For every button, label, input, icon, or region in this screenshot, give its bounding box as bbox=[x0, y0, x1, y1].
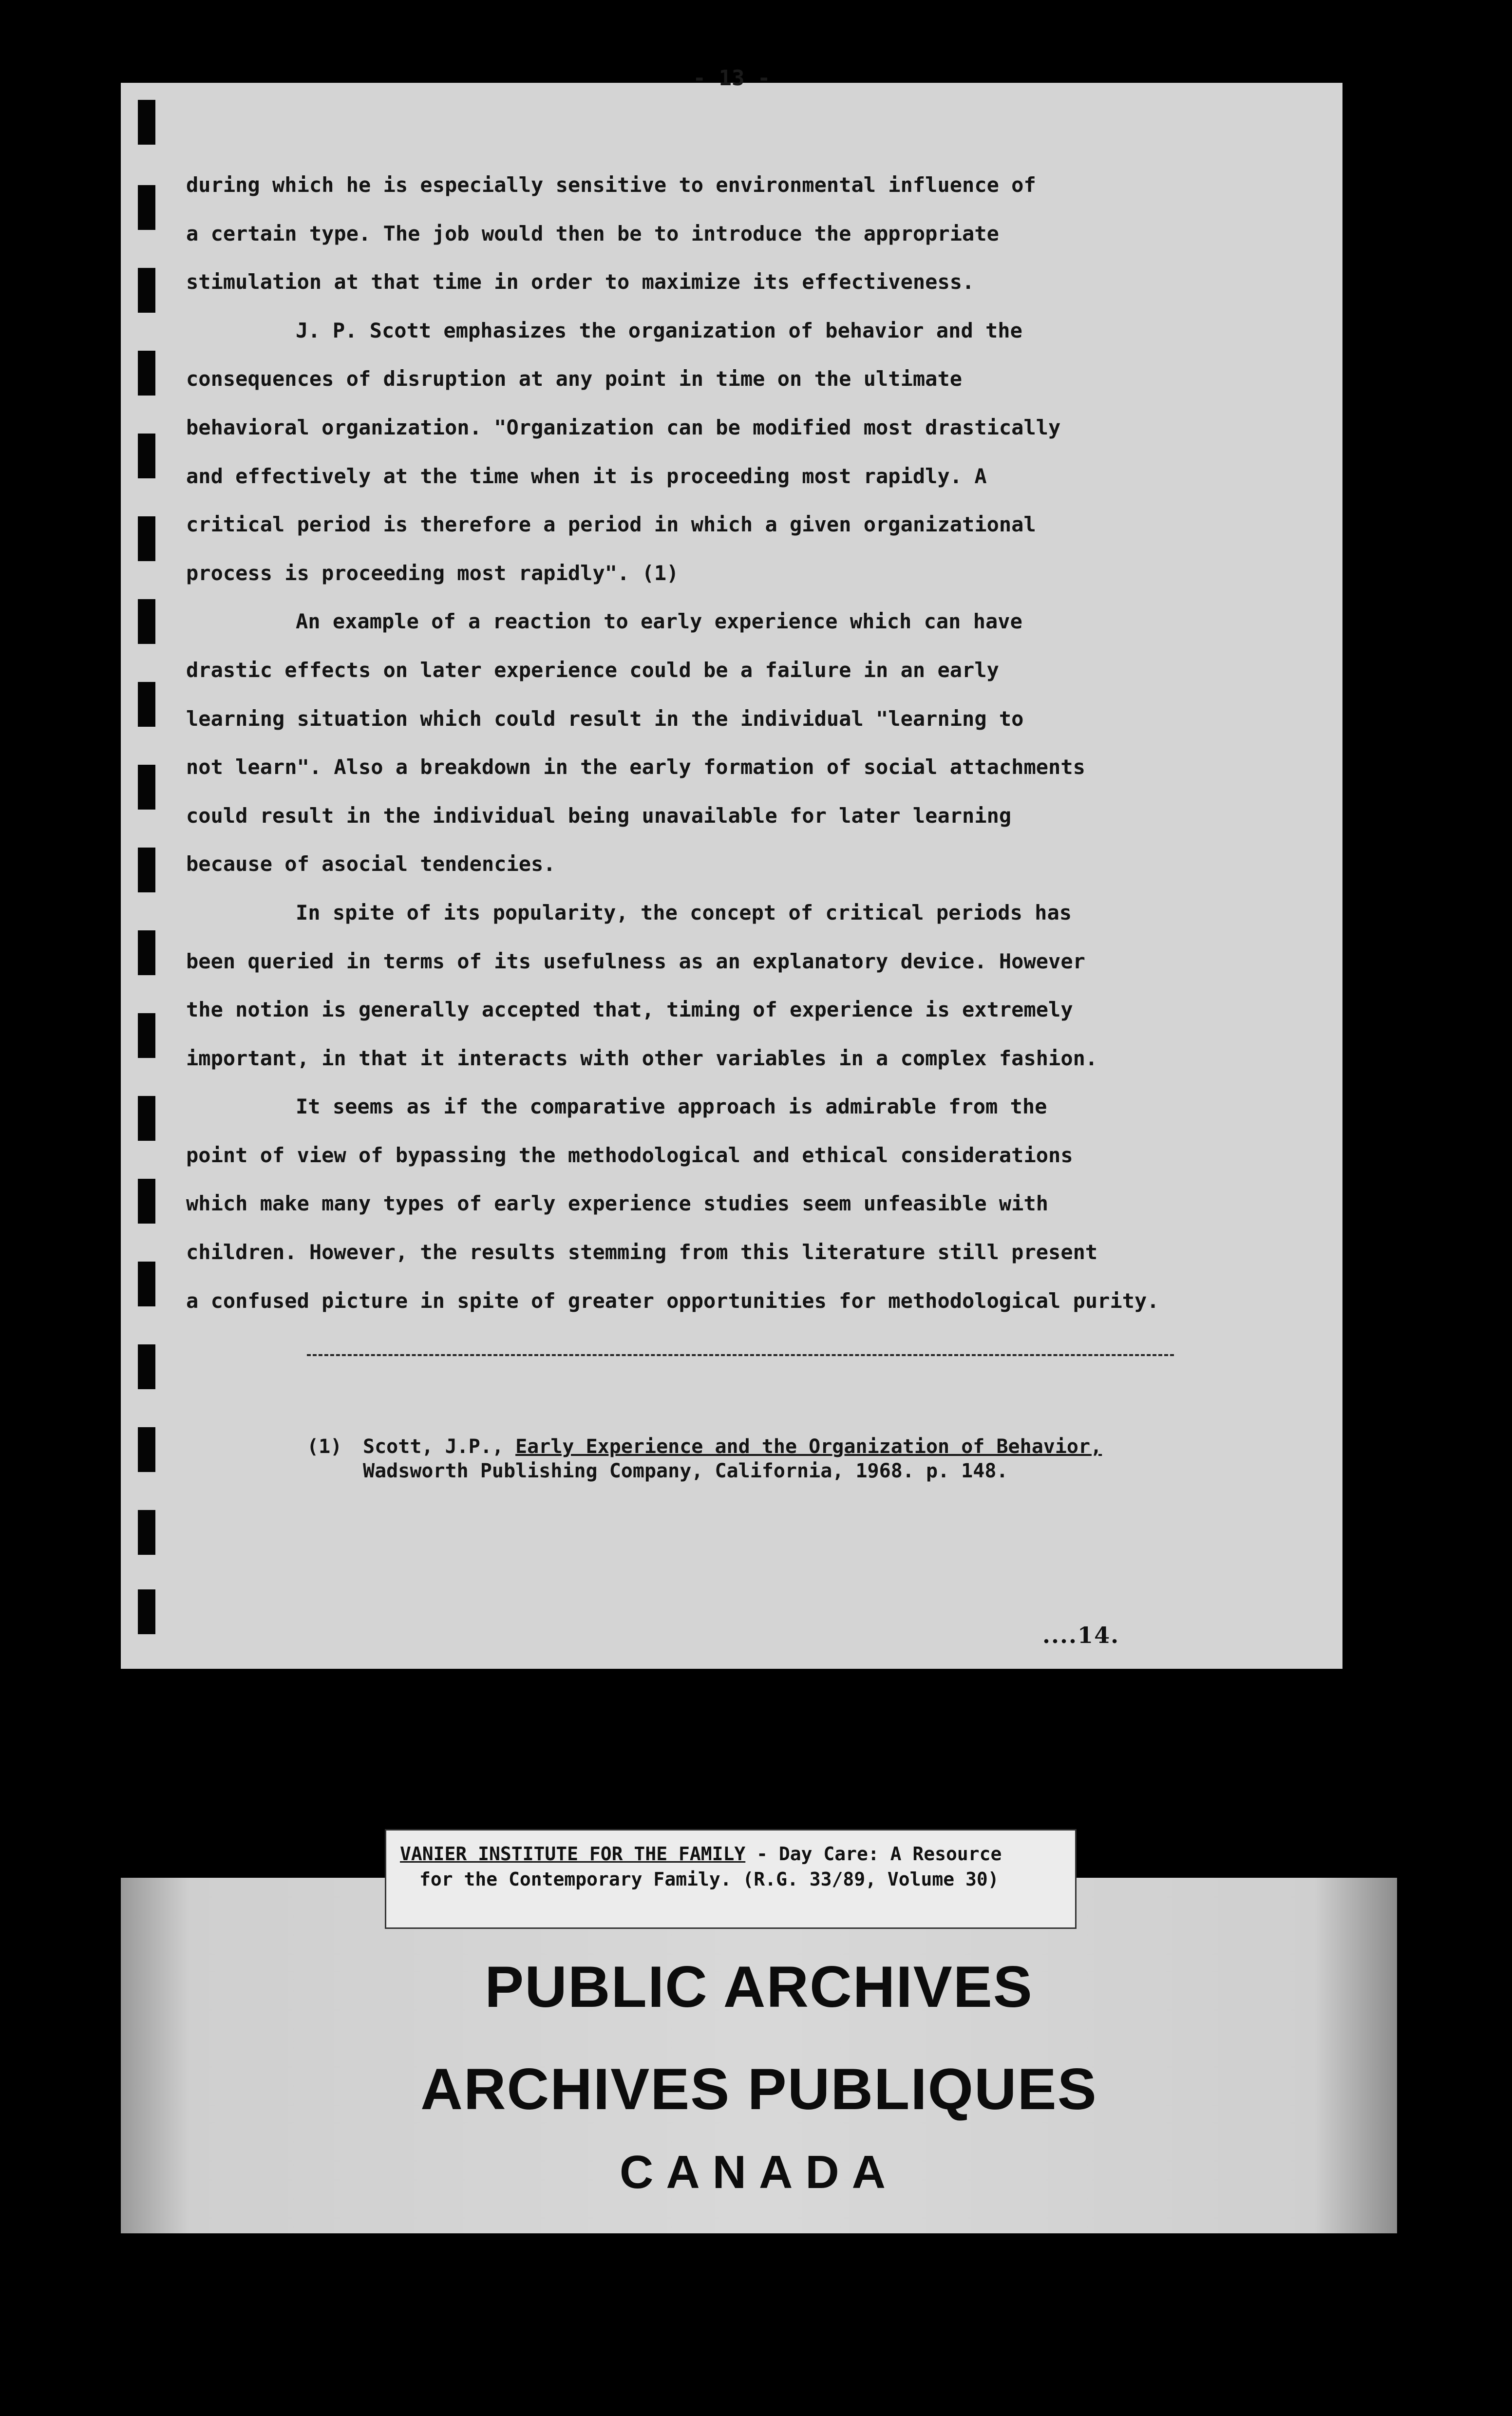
text-line: behavioral organization. "Organization can be modified most drastically bbox=[186, 415, 1061, 439]
binding-hole-mark bbox=[138, 1096, 155, 1141]
text-line: the notion is generally accepted that, timing of experience is extremely bbox=[186, 998, 1073, 1022]
paragraph bbox=[186, 597, 1185, 888]
text-line: because of asocial tendencies. bbox=[186, 852, 556, 876]
body-text bbox=[186, 161, 1185, 1325]
binding-hole-mark bbox=[138, 100, 155, 145]
paragraph bbox=[186, 306, 1185, 598]
archive-label bbox=[385, 1829, 1077, 1929]
paragraph bbox=[186, 888, 1185, 1082]
stamp-public-archives: PUBLIC ARCHIVES bbox=[485, 1954, 1033, 2020]
text-line: point of view of bypassing the methodological and ethical considerations bbox=[186, 1143, 1073, 1167]
binding-hole-mark bbox=[138, 516, 155, 561]
text-line: It seems as if the comparative approach is admirable from the bbox=[296, 1095, 1047, 1119]
text-line: consequences of disruption at any point in time on the ultimate bbox=[186, 367, 963, 391]
footnote-title: Early Experience and the Organization of Behavior, bbox=[515, 1435, 1102, 1458]
archive-label-line: for the Contemporary Family. (R.G. 33/89, Volume 30) bbox=[419, 1869, 999, 1890]
text-line: been queried in terms of its usefulness as an explanatory device. However bbox=[186, 949, 1085, 973]
footnote-number: (1) bbox=[307, 1435, 342, 1458]
text-line: process is proceeding most rapidly". (1) bbox=[186, 561, 679, 585]
binding-hole-mark bbox=[138, 1262, 155, 1306]
binding-hole-mark bbox=[138, 1427, 155, 1472]
text-line: could result in the individual being unavailable for later learning bbox=[186, 803, 1012, 828]
text-line: a confused picture in spite of greater opportunities for methodological purity. bbox=[186, 1288, 1159, 1313]
binding-hole-mark bbox=[138, 1179, 155, 1224]
binding-hole-mark bbox=[138, 930, 155, 975]
binding-hole-mark bbox=[138, 599, 155, 644]
binding-hole-mark bbox=[138, 268, 155, 313]
text-line: during which he is especially sensitive to environmental influence of bbox=[186, 173, 1036, 197]
paragraph bbox=[186, 161, 1185, 306]
handwritten-note: ....14. bbox=[1042, 1622, 1120, 1648]
stamp-canada: CANADA bbox=[620, 2146, 898, 2198]
text-line: stimulation at that time in order to maximize its effectiveness. bbox=[186, 270, 975, 294]
text-line: which make many types of early experience studies seem unfeasible with bbox=[186, 1191, 1049, 1216]
paragraph bbox=[186, 1082, 1185, 1325]
text-line: learning situation which could result in the individual "learning to bbox=[186, 706, 1024, 731]
binding-hole-mark bbox=[138, 682, 155, 727]
binding-hole-mark bbox=[138, 848, 155, 892]
binding-hole-mark bbox=[138, 1589, 155, 1634]
binding-hole-mark bbox=[138, 1510, 155, 1555]
text-line: In spite of its popularity, the concept of critical periods has bbox=[296, 900, 1072, 925]
binding-hole-mark bbox=[138, 185, 155, 230]
archive-institution: VANIER INSTITUTE FOR THE FAMILY bbox=[400, 1843, 746, 1865]
text-line: children. However, the results stemming from this literature still present bbox=[186, 1240, 1098, 1265]
binding-hole-mark bbox=[138, 765, 155, 810]
text-line: and effectively at the time when it is proceeding most rapidly. A bbox=[186, 464, 987, 488]
page-number: - 13 - bbox=[693, 66, 771, 91]
footnote bbox=[307, 1434, 1232, 1483]
text-line: drastic effects on later experience could be a failure in an early bbox=[186, 658, 999, 682]
binding-hole-mark bbox=[138, 1344, 155, 1389]
stamp-archives-publiques: ARCHIVES PUBLIQUES bbox=[420, 2057, 1097, 2122]
binding-hole-mark bbox=[138, 351, 155, 396]
text-line: important, in that it interacts with other variables in a complex fashion. bbox=[186, 1046, 1098, 1070]
footnote-line: Wadsworth Publishing Company, California, 1968. p. 148. bbox=[363, 1460, 1008, 1482]
footnote-line bbox=[307, 1434, 1232, 1459]
text-line: J. P. Scott emphasizes the organization of behavior and the bbox=[296, 318, 1022, 342]
footnote-author: Scott, J.P., bbox=[363, 1435, 516, 1458]
text-line: An example of a reaction to early experience which can have bbox=[296, 609, 1022, 634]
text-line: not learn". Also a breakdown in the early formation of social attachments bbox=[186, 755, 1085, 779]
binding-holes bbox=[138, 100, 157, 1634]
binding-hole-mark bbox=[138, 434, 155, 478]
text-line: critical period is therefore a period in which a given organizational bbox=[186, 512, 1036, 537]
binding-hole-mark bbox=[138, 1013, 155, 1058]
archive-label-line bbox=[400, 1841, 1061, 1867]
archive-label-text: - Day Care: A Resource bbox=[745, 1843, 1002, 1865]
footnote-separator bbox=[307, 1354, 1174, 1356]
text-line: a certain type. The job would then be to introduce the appropriate bbox=[186, 221, 999, 245]
